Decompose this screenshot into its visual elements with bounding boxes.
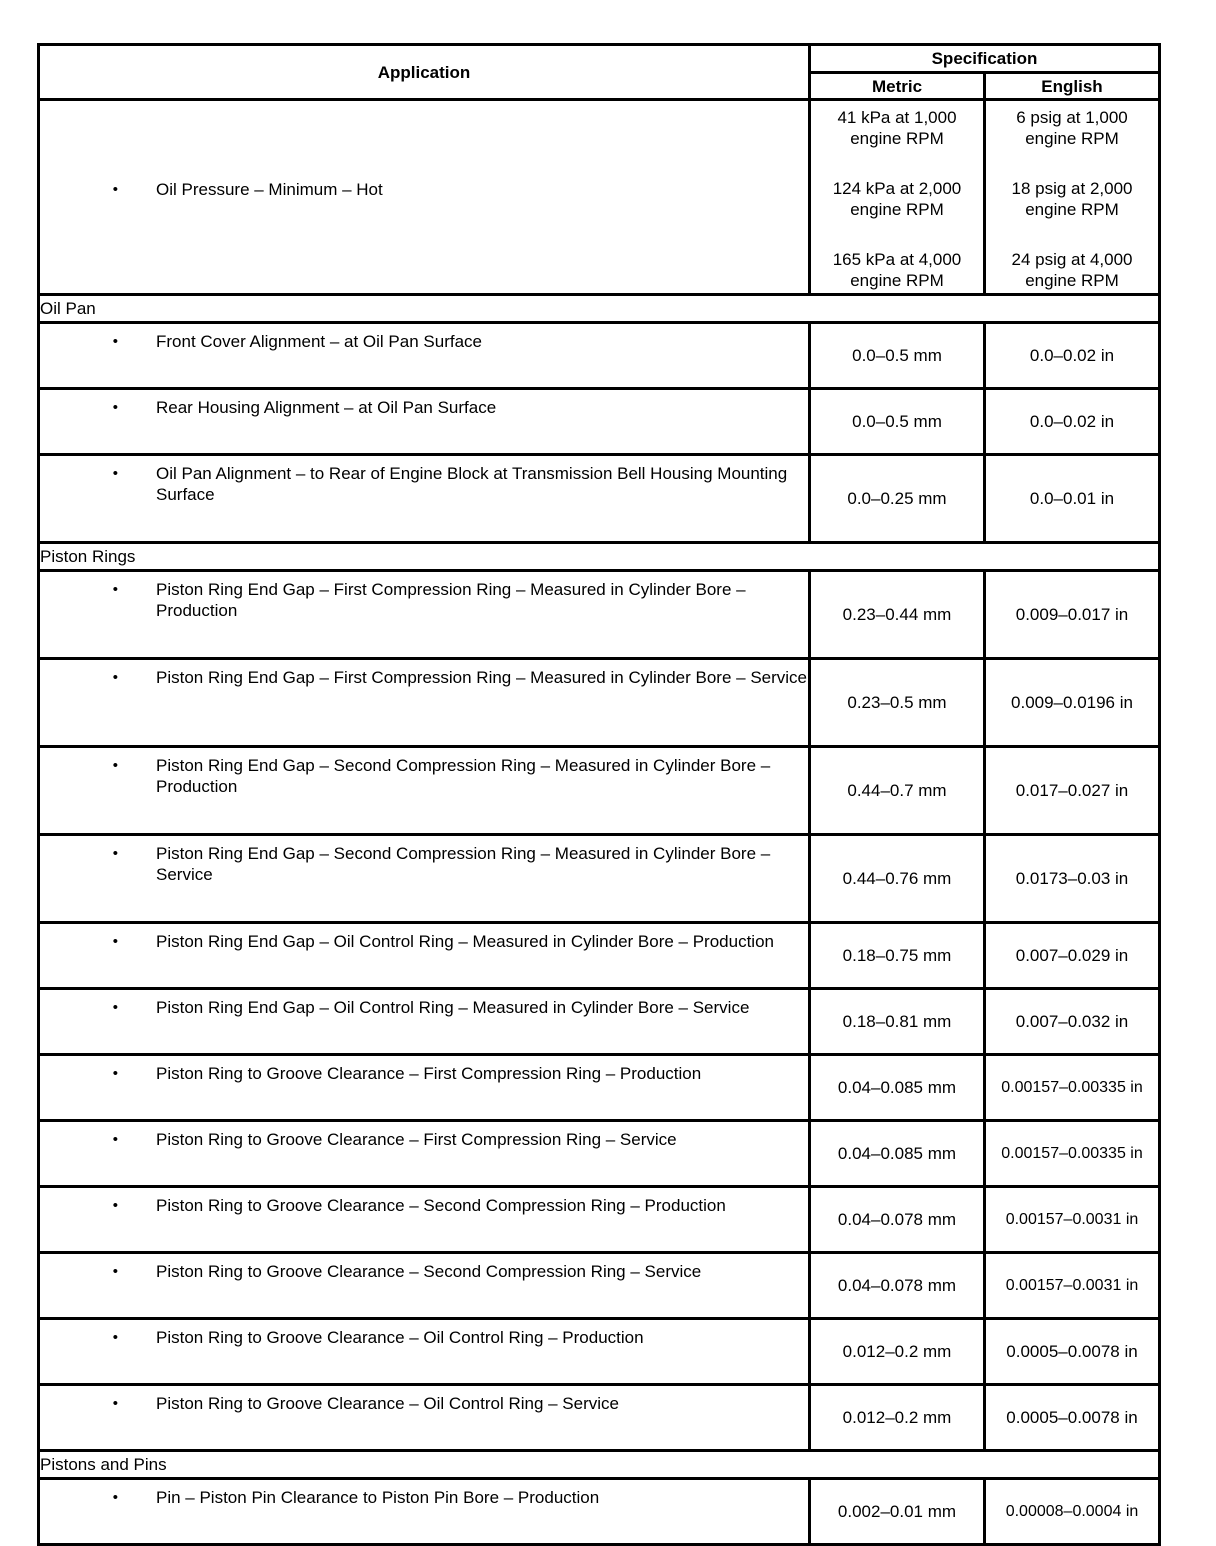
- english-value: 0.0005–0.0078 in: [985, 1319, 1160, 1385]
- application-cell: [39, 659, 810, 747]
- metric-value: 0.18–0.75 mm: [810, 923, 985, 989]
- english-value: engine RPM: [1025, 129, 1119, 148]
- table-row: [39, 659, 1160, 747]
- oil-pressure-label: Oil Pressure – Minimum – Hot: [156, 179, 383, 199]
- section-title: Pistons and Pins: [39, 1451, 1160, 1479]
- metric-value: 0.04–0.085 mm: [810, 1121, 985, 1187]
- metric-value: 41 kPa at 1,000: [837, 108, 957, 127]
- application-cell: [39, 1055, 810, 1121]
- bullet-icon: •: [112, 669, 118, 686]
- english-value: 0.0–0.02 in: [985, 323, 1160, 389]
- english-value: 0.00157–0.00335 in: [985, 1055, 1160, 1121]
- table-row: [39, 1479, 1160, 1545]
- application-cell: [39, 1187, 810, 1253]
- metric-value: engine RPM: [850, 271, 944, 290]
- application-header: Application: [39, 45, 810, 100]
- metric-value: 0.04–0.078 mm: [810, 1187, 985, 1253]
- application-label: Oil Pan Alignment – to Rear of Engine Block at Transmission Bell Housing Mounting Surface: [156, 464, 788, 504]
- english-value: 0.00157–0.0031 in: [985, 1253, 1160, 1319]
- bullet-icon: •: [112, 933, 118, 950]
- metric-value: 0.0–0.5 mm: [810, 389, 985, 455]
- english-value: 18 psig at 2,000: [1011, 179, 1133, 198]
- application-cell: [39, 571, 810, 659]
- application-cell: [39, 1319, 810, 1385]
- bullet-icon: •: [112, 999, 118, 1016]
- metric-header: Metric: [810, 73, 985, 100]
- oil-pressure-row: [39, 100, 1160, 295]
- metric-value: 0.44–0.7 mm: [810, 747, 985, 835]
- metric-value: 0.04–0.085 mm: [810, 1055, 985, 1121]
- application-cell: [39, 989, 810, 1055]
- english-value: 24 psig at 4,000: [1011, 250, 1133, 269]
- table-row: [39, 1385, 1160, 1451]
- bullet-icon: •: [112, 1329, 118, 1346]
- application-cell: [39, 1253, 810, 1319]
- header-row: [39, 45, 1160, 73]
- oil-pressure-english-cell: [985, 100, 1160, 295]
- application-label: Piston Ring to Groove Clearance – Second Compression Ring – Production: [156, 1196, 726, 1215]
- application-label: Front Cover Alignment – at Oil Pan Surface: [156, 332, 482, 351]
- table-row: [39, 835, 1160, 923]
- section-row: [39, 1451, 1160, 1479]
- english-header: English: [985, 73, 1160, 100]
- english-value: 0.00008–0.0004 in: [985, 1479, 1160, 1545]
- application-label: Pin – Piston Pin Clearance to Piston Pin Bore – Production: [156, 1488, 600, 1507]
- bullet-icon: •: [112, 465, 118, 482]
- bullet-icon: •: [112, 180, 118, 198]
- metric-value: 0.44–0.76 mm: [810, 835, 985, 923]
- english-value: 0.0173–0.03 in: [985, 835, 1160, 923]
- english-value: 0.009–0.0196 in: [985, 659, 1160, 747]
- application-cell: [39, 389, 810, 455]
- application-label: Piston Ring to Groove Clearance – Second Compression Ring – Service: [156, 1262, 702, 1281]
- english-value: 0.0005–0.0078 in: [985, 1385, 1160, 1451]
- table-row: [39, 571, 1160, 659]
- english-value: 0.00157–0.0031 in: [985, 1187, 1160, 1253]
- bullet-icon: •: [112, 1489, 118, 1506]
- table-row: [39, 323, 1160, 389]
- table-row: [39, 1055, 1160, 1121]
- application-cell: [39, 1385, 810, 1451]
- metric-value: 0.18–0.81 mm: [810, 989, 985, 1055]
- bullet-icon: •: [112, 1065, 118, 1082]
- metric-value: 0.04–0.078 mm: [810, 1253, 985, 1319]
- english-value: engine RPM: [1025, 200, 1119, 219]
- application-label: Piston Ring to Groove Clearance – Oil Control Ring – Service: [156, 1394, 619, 1413]
- table-row: [39, 747, 1160, 835]
- english-value: 6 psig at 1,000: [1016, 108, 1128, 127]
- application-label: Piston Ring End Gap – First Compression Ring – Measured in Cylinder Bore – Service: [156, 668, 808, 687]
- section-title: Piston Rings: [39, 543, 1160, 571]
- bullet-icon: •: [112, 399, 118, 416]
- bullet-icon: •: [112, 757, 118, 774]
- application-cell: [39, 1479, 810, 1545]
- table-row: [39, 455, 1160, 543]
- metric-value: 0.0–0.25 mm: [810, 455, 985, 543]
- bullet-icon: •: [112, 333, 118, 350]
- application-cell: [39, 835, 810, 923]
- metric-value: 124 kPa at 2,000: [832, 179, 962, 198]
- table-row: [39, 989, 1160, 1055]
- application-cell: [39, 323, 810, 389]
- bullet-icon: •: [112, 1131, 118, 1148]
- section-title: Oil Pan: [39, 295, 1160, 323]
- metric-value: 165 kPa at 4,000: [832, 250, 962, 269]
- bullet-icon: •: [112, 1263, 118, 1280]
- application-label: Piston Ring to Groove Clearance – First Compression Ring – Production: [156, 1064, 702, 1083]
- application-label: Piston Ring End Gap – Oil Control Ring – Measured in Cylinder Bore – Production: [156, 932, 774, 951]
- application-label: Piston Ring End Gap – First Compression Ring – Measured in Cylinder Bore – Production: [156, 580, 746, 620]
- table-row: [39, 923, 1160, 989]
- application-label: Piston Ring End Gap – Oil Control Ring – Measured in Cylinder Bore – Service: [156, 998, 750, 1017]
- english-value: engine RPM: [1025, 271, 1119, 290]
- application-label: Piston Ring End Gap – Second Compression Ring – Measured in Cylinder Bore – Production: [156, 756, 771, 796]
- metric-value: 0.002–0.01 mm: [810, 1479, 985, 1545]
- english-value: 0.007–0.032 in: [985, 989, 1160, 1055]
- oil-pressure-label-cell: [39, 100, 810, 295]
- application-cell: [39, 455, 810, 543]
- english-value: 0.009–0.017 in: [985, 571, 1160, 659]
- metric-value: 0.012–0.2 mm: [810, 1319, 985, 1385]
- table-row: [39, 1319, 1160, 1385]
- table-row: [39, 1187, 1160, 1253]
- english-value: 0.017–0.027 in: [985, 747, 1160, 835]
- application-cell: [39, 923, 810, 989]
- specification-header: Specification: [810, 45, 1160, 73]
- section-row: [39, 295, 1160, 323]
- application-cell: [39, 1121, 810, 1187]
- bullet-icon: •: [112, 845, 118, 862]
- application-label: Piston Ring to Groove Clearance – Oil Control Ring – Production: [156, 1328, 644, 1347]
- bullet-icon: •: [112, 581, 118, 598]
- metric-value: 0.012–0.2 mm: [810, 1385, 985, 1451]
- english-value: 0.0–0.01 in: [985, 455, 1160, 543]
- application-label: Piston Ring to Groove Clearance – First Compression Ring – Service: [156, 1130, 677, 1149]
- application-label: Rear Housing Alignment – at Oil Pan Surface: [156, 398, 497, 417]
- english-value: 0.0–0.02 in: [985, 389, 1160, 455]
- english-value: 0.007–0.029 in: [985, 923, 1160, 989]
- section-row: [39, 543, 1160, 571]
- application-label: Piston Ring End Gap – Second Compression Ring – Measured in Cylinder Bore – Service: [156, 844, 771, 884]
- table-row: [39, 389, 1160, 455]
- metric-value: 0.23–0.44 mm: [810, 571, 985, 659]
- metric-value: 0.23–0.5 mm: [810, 659, 985, 747]
- metric-value: engine RPM: [850, 129, 944, 148]
- table-row: [39, 1121, 1160, 1187]
- metric-value: 0.0–0.5 mm: [810, 323, 985, 389]
- bullet-icon: •: [112, 1395, 118, 1412]
- application-cell: [39, 747, 810, 835]
- english-value: 0.00157–0.00335 in: [985, 1121, 1160, 1187]
- table-row: [39, 1253, 1160, 1319]
- metric-value: engine RPM: [850, 200, 944, 219]
- specification-table: [37, 43, 1161, 1546]
- oil-pressure-metric-cell: [810, 100, 985, 295]
- bullet-icon: •: [112, 1197, 118, 1214]
